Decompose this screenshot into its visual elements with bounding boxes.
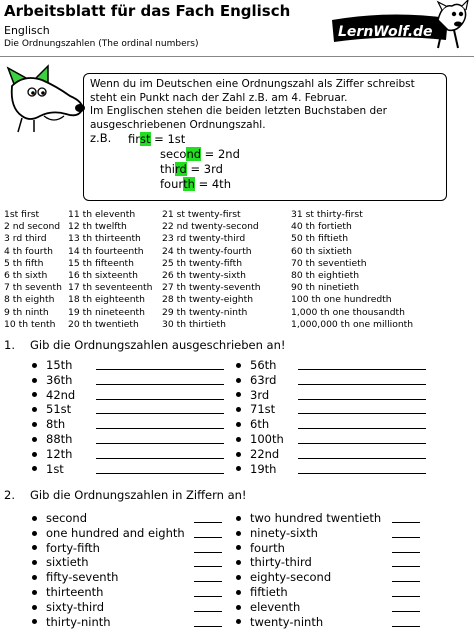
example-block — [90, 132, 440, 192]
task-item — [32, 432, 75, 447]
bullet-icon — [236, 422, 241, 427]
ordinal-entry: 8 th eighth — [4, 294, 55, 306]
wolf-mascot-icon — [438, 0, 468, 48]
ordinal-column — [68, 209, 152, 331]
answer-blank[interactable] — [298, 428, 426, 429]
bullet-icon — [32, 437, 37, 442]
answer-blank[interactable] — [194, 596, 222, 597]
task-item — [236, 432, 284, 447]
ordinal-entry: 30 th thirtieth — [162, 318, 226, 330]
bullet-icon — [32, 575, 37, 580]
subject-label: Englisch — [4, 24, 50, 37]
dog-mascot-icon — [4, 64, 88, 134]
task2-right-list — [236, 511, 381, 629]
bullet-icon — [32, 619, 37, 624]
task1-title: Gib die Ordnungszahlen ausgeschrieben an! — [30, 338, 286, 352]
ordinal-entry: 50 th fiftieth — [291, 233, 349, 245]
task-item — [236, 555, 381, 570]
task-item — [236, 373, 284, 388]
ordinal-entry: 21 st twenty-first — [162, 209, 241, 220]
ordinal-column — [4, 209, 62, 331]
answer-blank[interactable] — [298, 413, 426, 414]
answer-blank[interactable] — [194, 626, 222, 627]
task-item-label: 36th — [46, 372, 73, 387]
bullet-icon — [236, 575, 241, 580]
task1-left-list — [32, 358, 75, 476]
bullet-icon — [236, 531, 241, 536]
answer-blank[interactable] — [96, 458, 224, 459]
bullet-icon — [32, 407, 37, 412]
task-item — [236, 388, 284, 403]
page-title: Arbeitsblatt für das Fach Englisch — [4, 2, 291, 20]
ordinal-entry: 24 th twenty-fourth — [162, 245, 252, 257]
task-item-label: 22nd — [250, 446, 280, 461]
task-item — [32, 526, 185, 541]
task-item-label: 15th — [46, 358, 73, 372]
answer-blank[interactable] — [194, 537, 222, 538]
answer-blank[interactable] — [298, 473, 426, 474]
task-item-label: 42nd — [46, 387, 76, 402]
ordinal-entry: 12 th twelfth — [68, 221, 127, 233]
ordinal-entry: 17 th seventeenth — [68, 282, 153, 294]
ordinal-entry: 6 th sixth — [4, 270, 48, 282]
answer-blank[interactable] — [392, 581, 420, 582]
task-item — [236, 541, 381, 556]
bullet-icon — [236, 619, 241, 624]
answer-blank[interactable] — [194, 581, 222, 582]
task-item-label: 1st — [46, 461, 64, 476]
bullet-icon — [236, 516, 241, 521]
task-item-label: thirty-third — [250, 555, 312, 570]
task-item-label: 3rd — [250, 387, 270, 402]
ordinal-entry: 11 th eleventh — [68, 209, 136, 220]
bullet-icon — [236, 392, 241, 397]
task-item-label: ninety-sixth — [250, 525, 318, 540]
bullet-icon — [32, 545, 37, 550]
ordinal-entry: 31 st thirty-first — [291, 209, 363, 220]
bullet-icon — [236, 378, 241, 383]
task-item-label: fourth — [250, 540, 285, 555]
bullet-icon — [32, 378, 37, 383]
ordinal-entry: 22 nd twenty-second — [162, 221, 259, 233]
bullet-icon — [236, 545, 241, 550]
logo-text: LernWolf.de — [338, 24, 433, 40]
ordinal-entry: 23 rd twenty-third — [162, 233, 246, 245]
answer-blank[interactable] — [298, 458, 426, 459]
ordinal-entry: 70 th seventieth — [291, 257, 367, 269]
task-item-label: 12th — [46, 446, 73, 461]
bullet-icon — [236, 590, 241, 595]
ordinal-entry: 18 th eighteenth — [68, 294, 145, 306]
example-line: second = 2nd — [160, 147, 240, 161]
answer-blank[interactable] — [392, 596, 420, 597]
ordinal-entry: 90 th ninetieth — [291, 282, 360, 294]
task-item-label: 56th — [250, 358, 277, 372]
info-box — [83, 73, 447, 201]
task-item — [236, 462, 284, 477]
bullet-icon — [236, 363, 241, 368]
ordinal-entry: 13 th thirteenth — [68, 233, 141, 245]
task-item-label: thirteenth — [46, 584, 104, 599]
ordinal-entry: 19 th nineteenth — [68, 306, 145, 318]
bullet-icon — [236, 407, 241, 412]
answer-blank[interactable] — [194, 552, 222, 553]
task-item-label: one hundred and eighth — [46, 525, 185, 540]
answer-blank[interactable] — [194, 566, 222, 567]
task-item-label: 63rd — [250, 372, 277, 387]
ordinal-entry: 2 nd second — [4, 221, 61, 233]
task-item-label: 51st — [46, 402, 72, 417]
answer-blank[interactable] — [96, 473, 224, 474]
task-item — [32, 373, 75, 388]
answer-blank[interactable] — [194, 522, 222, 523]
task2-title: Gib die Ordnungszahlen in Ziffern an! — [30, 488, 247, 502]
answer-blank[interactable] — [298, 443, 426, 444]
task-item — [236, 402, 284, 417]
ordinal-entry: 29 th twenty-ninth — [162, 306, 248, 318]
bullet-icon — [32, 452, 37, 457]
bullet-icon — [32, 531, 37, 536]
task-item-label: two hundred twentieth — [250, 511, 382, 525]
answer-blank[interactable] — [96, 413, 224, 414]
task1-right-list — [236, 358, 284, 476]
answer-blank[interactable] — [298, 399, 426, 400]
ordinal-entry: 1,000 th one thousandth — [291, 306, 405, 318]
task-item-label: 19th — [250, 461, 277, 476]
ordinal-entry: 100 th one hundredth — [291, 294, 392, 306]
answer-blank[interactable] — [392, 611, 420, 612]
ordinal-entry: 9 th ninth — [4, 306, 49, 318]
example-label: z.B. — [90, 131, 112, 145]
task-item — [236, 358, 284, 373]
task-item — [32, 570, 185, 585]
ordinal-entry: 14 th fourteenth — [68, 245, 144, 257]
task-item — [236, 447, 284, 462]
task-item-label: 8th — [46, 417, 66, 432]
answer-blank[interactable] — [96, 369, 224, 370]
bullet-icon — [32, 392, 37, 397]
bullet-icon — [32, 363, 37, 368]
task-item — [32, 541, 185, 556]
ordinal-entry: 1st first — [4, 209, 40, 220]
example-line: first = 1st — [128, 132, 186, 146]
ordinal-entry: 20 th twentieth — [68, 318, 139, 330]
ordinal-entry: 10 th tenth — [4, 318, 56, 330]
bullet-icon — [32, 466, 37, 471]
task-item-label: eighty-second — [250, 570, 332, 585]
answer-blank[interactable] — [96, 399, 224, 400]
task-item-label: twenty-ninth — [250, 614, 324, 629]
ordinal-entry: 1,000,000 th one millionth — [291, 318, 414, 330]
task-item — [32, 511, 185, 526]
task-item-label: eleventh — [250, 599, 301, 614]
ordinal-column — [291, 209, 413, 331]
task-item-label: second — [46, 511, 88, 525]
task-item — [32, 417, 75, 432]
task-item — [236, 511, 381, 526]
example-line: fourth = 4th — [160, 177, 231, 191]
example-line: third = 3rd — [160, 162, 223, 176]
task-item — [236, 600, 381, 615]
ordinal-entry: 27 th twenty-seventh — [162, 282, 261, 294]
ordinal-entry: 16 th sixteenth — [68, 270, 138, 282]
task1-number: 1. — [4, 338, 15, 352]
task-item-label: thirty-ninth — [46, 614, 111, 629]
task-item-label: sixtieth — [46, 555, 89, 570]
answer-blank[interactable] — [96, 384, 224, 385]
bullet-icon — [236, 560, 241, 565]
answer-blank[interactable] — [96, 443, 224, 444]
task2-number: 2. — [4, 488, 15, 502]
bullet-icon — [32, 516, 37, 521]
bullet-icon — [236, 605, 241, 610]
task-item — [32, 388, 75, 403]
task-item-label: fifty-seventh — [46, 570, 119, 585]
task-item-label: forty-fifth — [46, 540, 100, 555]
task-item-label: 88th — [46, 431, 73, 446]
answer-blank[interactable] — [392, 552, 420, 553]
task-item — [236, 615, 381, 630]
task-item — [32, 600, 185, 615]
info-line: Im Englischen stehen die beiden letzten Buchstaben der — [90, 105, 387, 117]
bullet-icon — [236, 452, 241, 457]
page-subtitle: Die Ordnungszahlen (The ordinal numbers) — [4, 39, 199, 49]
bullet-icon — [32, 605, 37, 610]
ordinal-entry: 80 th eightieth — [291, 270, 360, 282]
answer-blank[interactable] — [298, 369, 426, 370]
ordinal-entry: 26 th twenty-sixth — [162, 270, 246, 282]
info-line: Wenn du im Deutschen eine Ordnungszahl als Ziffer schreibst — [90, 78, 415, 90]
task-item — [236, 585, 381, 600]
answer-blank[interactable] — [392, 522, 420, 523]
answer-blank[interactable] — [392, 566, 420, 567]
task-item — [236, 570, 381, 585]
info-line: ausgeschriebenen Ordnungszahl. — [90, 118, 266, 131]
ordinal-entry: 40 th fortieth — [291, 221, 352, 233]
ordinal-entry: 3 rd third — [4, 233, 47, 245]
task-item — [236, 526, 381, 541]
task-item — [32, 585, 185, 600]
task-item-label: fiftieth — [250, 584, 288, 599]
answer-blank[interactable] — [96, 428, 224, 429]
bullet-icon — [32, 560, 37, 565]
task-item — [32, 462, 75, 477]
answer-blank[interactable] — [392, 626, 420, 627]
task2-heading — [4, 488, 247, 502]
header-divider — [0, 56, 474, 57]
task-item-label: sixty-third — [46, 599, 105, 614]
lernwolf-logo — [330, 0, 470, 52]
task-item — [32, 555, 185, 570]
ordinal-entry: 25 th twenty-fifth — [162, 257, 243, 269]
ordinal-entry: 15 th fifteenth — [68, 257, 134, 269]
bullet-icon — [236, 466, 241, 471]
ordinal-entry: 5 th fifth — [4, 257, 44, 269]
task-item-label: 71st — [250, 402, 276, 417]
bullet-icon — [32, 422, 37, 427]
ordinal-entry: 7 th seventh — [4, 282, 62, 294]
task-item-label: 6th — [250, 417, 270, 432]
answer-blank[interactable] — [392, 537, 420, 538]
task-item — [32, 615, 185, 630]
ordinal-column — [162, 209, 261, 331]
info-line: steht ein Punkt nach der Zahl z.B. am 4. Februar. — [90, 91, 348, 104]
task-item — [32, 358, 75, 373]
bullet-icon — [32, 590, 37, 595]
ordinal-entry: 4 th fourth — [4, 245, 53, 257]
task-item — [32, 447, 75, 462]
task-item — [32, 402, 75, 417]
task2-left-list — [32, 511, 185, 629]
answer-blank[interactable] — [298, 384, 426, 385]
task-item-label: 100th — [250, 431, 284, 446]
task1-heading — [4, 338, 285, 352]
ordinal-entry: 60 th sixtieth — [291, 245, 352, 257]
answer-blank[interactable] — [194, 611, 222, 612]
task-item — [236, 417, 284, 432]
ordinal-entry: 28 th twenty-eighth — [162, 294, 254, 306]
bullet-icon — [236, 437, 241, 442]
